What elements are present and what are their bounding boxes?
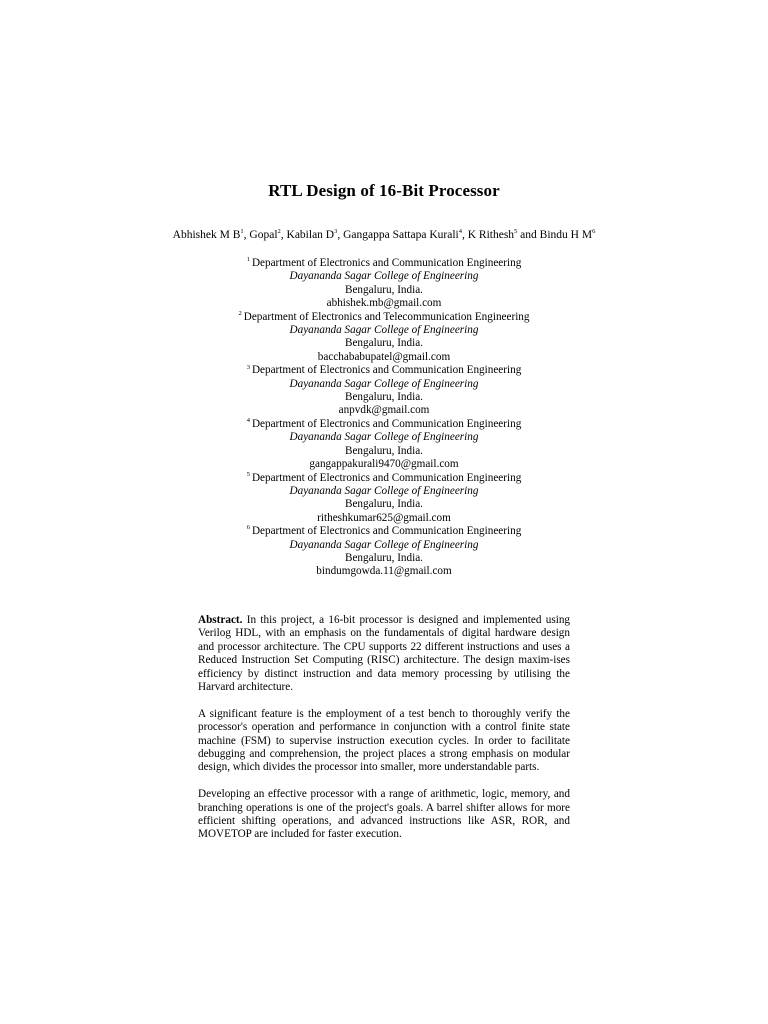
affiliation-number: 2 (238, 309, 242, 317)
affiliation-college: Dayananda Sagar College of Engineering (289, 431, 479, 444)
abstract-label: Abstract. (198, 614, 243, 626)
affiliation-department (0, 472, 768, 485)
affiliation-block (0, 525, 768, 579)
affiliation-block (0, 472, 768, 526)
affiliation-college: Dayananda Sagar College of Engineering (289, 270, 479, 283)
author-separator: , (337, 229, 344, 241)
author-affil-mark: 1 (240, 228, 244, 236)
affiliation-department (0, 311, 768, 324)
affiliation-email: bacchababupatel@gmail.com (317, 350, 451, 363)
author-name: Gangappa Sattapa Kurali (343, 229, 459, 241)
author-name: Bindu H M (539, 229, 593, 241)
affiliation-department-text: Department of Electronics and Communication Engineering (251, 417, 522, 430)
affiliation-department (0, 364, 768, 377)
affiliation-email: abhishek.mb@gmail.com (326, 297, 442, 310)
affiliation-number: 6 (246, 524, 250, 532)
affiliation-department (0, 525, 768, 538)
author-list (0, 229, 768, 241)
affiliation-department (0, 418, 768, 431)
affiliation-city: Bengaluru, India. (345, 337, 423, 350)
affiliation-department-text: Department of Electronics and Communication Engineering (251, 257, 522, 269)
affiliation-department-text: Department of Electronics and Communication Engineering (251, 525, 522, 538)
abstract-text: In this project, a 16-bit processor is designed and implemented using Verilog HDL, with an emphasis on the fundamentals of digital hardware design and processor architecture. The CPU supports 22 different instructions and uses a Reduced Instruction Set Computing (RISC) architecture. The design maxim-ises efficiency by distinct instruction and data memory processing by utilising the Harvard architecture. (198, 614, 571, 694)
abstract-paragraph: Developing an effective processor with a range of arithmetic, logic, memory, and branching operations is one of the project's goals. A barrel shifter allows for more efficient shifting operations, and advanced instructions like ASR, ROR, and MOVETOP are included for faster execution. (198, 788, 570, 841)
author-name: Gopal (249, 229, 278, 241)
affiliation-city: Bengaluru, India. (345, 498, 423, 511)
author-affil-mark: 4 (458, 228, 462, 236)
author-separator: , (280, 229, 287, 241)
affiliation-city: Bengaluru, India. (345, 283, 423, 296)
abstract-section (198, 614, 570, 855)
affiliation-city: Bengaluru, India. (345, 444, 423, 457)
abstract-paragraph (198, 614, 570, 694)
author-affil-mark: 3 (334, 228, 338, 236)
author-separator: and (517, 229, 540, 241)
affiliation-city: Bengaluru, India. (345, 391, 423, 404)
affiliation-email: anpvdk@gmail.com (338, 404, 430, 417)
author-name: K Rithesh (467, 229, 515, 241)
affiliation-email: ritheshkumar625@gmail.com (317, 511, 451, 524)
author-name: Abhishek M B (172, 229, 241, 241)
author-affil-mark: 6 (592, 228, 596, 236)
affiliation-college: Dayananda Sagar College of Engineering (289, 324, 479, 337)
author-affil-mark: 2 (277, 228, 281, 236)
affiliation-email: gangappakurali9470@gmail.com (309, 458, 459, 471)
affiliation-number: 3 (246, 363, 250, 371)
affiliation-number: 4 (246, 417, 250, 425)
affiliation-city: Bengaluru, India. (345, 551, 423, 564)
paper-title: RTL Design of 16-Bit Processor (268, 181, 500, 200)
affiliation-block (0, 257, 768, 311)
affiliation-number: 5 (246, 470, 250, 478)
affiliation-department (0, 257, 768, 270)
affiliation-number: 1 (246, 256, 250, 264)
affiliation-block (0, 311, 768, 365)
affiliation-department-text: Department of Electronics and Communication Engineering (251, 471, 522, 484)
affiliation-college: Dayananda Sagar College of Engineering (289, 377, 479, 390)
author-separator: , (243, 229, 250, 241)
author-name: Kabilan D (286, 229, 335, 241)
affiliation-block (0, 364, 768, 418)
affiliation-department-text: Department of Electronics and Communication Engineering (251, 364, 522, 377)
affiliation-list (0, 257, 768, 579)
affiliation-block (0, 418, 768, 472)
affiliation-department-text: Department of Electronics and Telecommunication Engineering (243, 310, 530, 323)
affiliation-college: Dayananda Sagar College of Engineering (289, 484, 479, 497)
author-affil-mark: 5 (514, 228, 518, 236)
affiliation-college: Dayananda Sagar College of Engineering (289, 538, 479, 551)
author-separator: , (461, 229, 468, 241)
abstract-paragraph: A significant feature is the employment of a test bench to thoroughly verify the processor's operation and performance in conjunction with a control finite state machine (FSM) to supervise instruction execution cycles. In order to facilitate debugging and comprehension, the project places a strong emphasis on modular design, which divides the processor into smaller, more understandable parts. (198, 707, 570, 774)
affiliation-email: bindumgowda.11@gmail.com (316, 565, 452, 578)
